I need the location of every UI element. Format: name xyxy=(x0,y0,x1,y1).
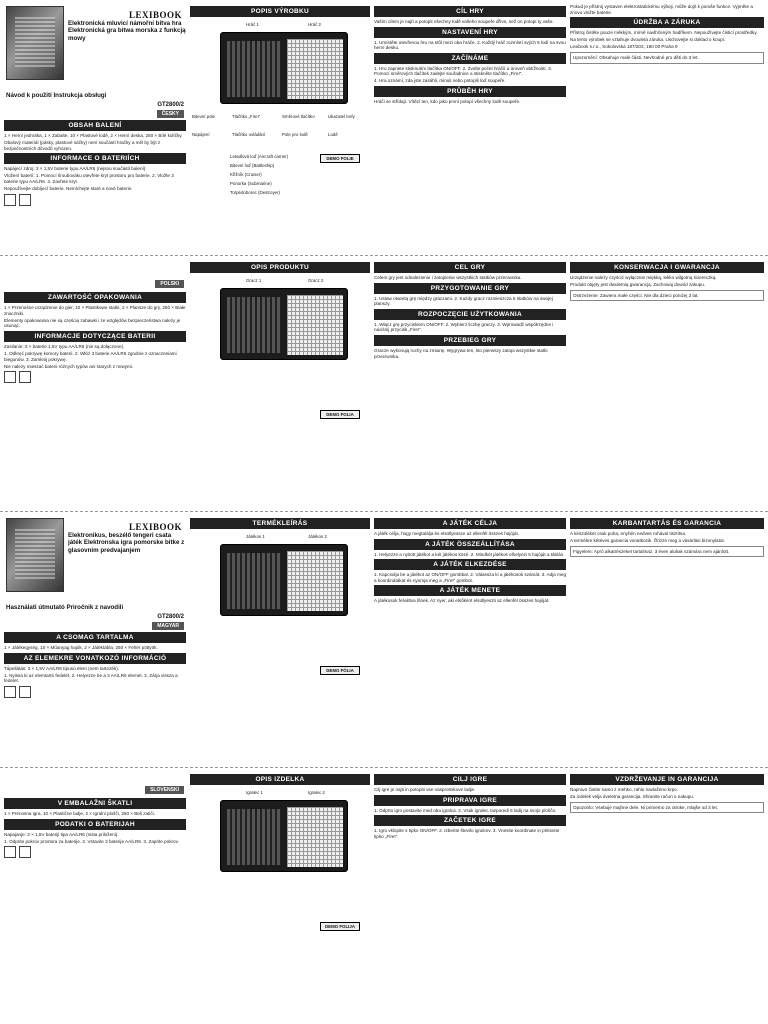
callout: Pole pro lodě xyxy=(282,132,308,137)
band-slovenian xyxy=(0,768,768,1024)
body-text: 1. Hru zapnete stisknutím tlačítka ON/OFF. 2. Zvolte počet hráčů a úroveň obtížnosti. 3. Pomocí směrových tlačítek zadejte souřadnice a stiskněte tlačítko „Fire!“. 4. Hra oznámí, zda jste zasáhli, minuli nebo potopili loď soupeře. xyxy=(374,65,552,84)
section-header: A JÁTÉK CÉLJA xyxy=(374,518,566,529)
col-a xyxy=(4,4,186,251)
section-header: AZ ELEMEKRE VONATKOZÓ INFORMÁCIÓ xyxy=(4,653,186,664)
demo-stamp: DEMO FOLIJA xyxy=(320,922,360,931)
battery-icon xyxy=(19,686,31,698)
section-header: VZDRŽEVANJE IN GARANCIJA xyxy=(570,774,764,785)
callout: Lodě xyxy=(328,132,338,137)
disposal-icons xyxy=(4,194,186,206)
player-label: Hráč 2 xyxy=(308,22,321,27)
body-text: 1. Odprto igro postavite med oba igralca. 2. Vsak igralec razporedi 5 ladij na svojo ploščo. xyxy=(374,807,557,813)
legend-item: Ponorka (Submarine) xyxy=(230,181,272,186)
body-text: Pokud je přístroj vystaven elektrostatickému výboji, může dojít k poruše funkce. Vyjměte a znovu vložte baterie. xyxy=(570,4,753,15)
language-flag: ČESKY xyxy=(157,110,184,118)
body-text: Napajanje: 3 × 1,5V bateriji tipa AA/LR6 (nista priloženi). 1. Odprite pokrov prostora za baterije. 2. Vstavite 3 baterije AA/LR6. 3. Zaprite pokrov. xyxy=(4,831,179,844)
legend-item: Bitevní loď (Battleship) xyxy=(230,163,275,168)
section-header: A JÁTÉK MENETE xyxy=(374,585,566,596)
col-c xyxy=(374,260,566,507)
device-diagram xyxy=(220,544,348,616)
manual-title: Návod k použití Instrukcja obsługi xyxy=(6,92,107,99)
callout: Ukazatel trefy xyxy=(328,114,355,119)
section-header: ZAWARTOŚĆ OPAKOWANIA xyxy=(4,292,186,303)
section-header: CEL GRY xyxy=(374,262,566,273)
language-flag: SLOVENSKI xyxy=(145,786,184,794)
section-header: PRZEBIEG GRY xyxy=(374,335,566,346)
battery-icon xyxy=(19,846,31,858)
band-polish xyxy=(0,256,768,512)
col-c xyxy=(374,516,566,763)
demo-stamp: DEMO FOLIA xyxy=(320,410,360,419)
player-label: Játékos 2 xyxy=(308,534,327,539)
callout: Napájení xyxy=(192,132,210,137)
disposal-icons xyxy=(4,371,186,383)
body-text: 1. Kapcsolja be a játékot az ON/OFF gombbal. 2. Válassza ki a játékosok számát. 3. Adja meg a koordinátákat és nyomja meg a „Fire!“ gombot. xyxy=(374,572,567,583)
body-text: A játékosok felváltva lőnek. Az nyer, aki elsőként elsüllyeszti az ellenfél összes hajóját. xyxy=(374,598,550,604)
bin-icon xyxy=(4,686,16,698)
disposal-icons xyxy=(4,846,186,858)
body-text: 1. Umístěte otevřenou hru na stůl mezi oba hráče. 2. Každý hráč rozmístí svých 5 lodí na svou herní desku. xyxy=(374,39,566,51)
body-text: Tápellátás: 3 × 1,5V AA/LR6 típusú elem (nem tartozék). 1. Nyissa ki az elemtartó fedelét. 2. Helyezze be a 3 AA/LR6 elemet. 3. Zárja vissza a fedelet. xyxy=(4,665,178,684)
callout: Směrové tlačítko xyxy=(282,114,315,119)
device-diagram xyxy=(220,800,348,872)
product-code: GT2800/2 xyxy=(157,614,184,620)
section-header: ZAČÍNÁME xyxy=(374,53,566,64)
band-hungarian xyxy=(0,512,768,768)
col-d xyxy=(570,772,764,1020)
band-czech xyxy=(0,0,768,256)
section-header: V EMBALAŽNI ŠKATLI xyxy=(4,798,186,809)
section-header: PRZYGOTOWANIE GRY xyxy=(374,283,566,294)
callout: Bitevní pole xyxy=(192,114,215,119)
body-text: Hráči se střídají. Vítězí ten, kdo jako první potopí všechny lodě soupeře. xyxy=(374,99,521,105)
body-text: 1. Igro vklopite s tipko ON/OFF. 2. Izberite število igralcev. 3. Vnesite koordinate in pritisnite tipko „Fire!“. xyxy=(374,828,560,839)
warning-box: Figyelem: Apró alkatrészeket tartalmaz. 3 éven aluliak számára nem ajánlott. xyxy=(570,546,764,558)
body-text: Napájecí zdroj: 3 × 1,5V baterie typu AA/LR6 (nejsou součástí balení). Vložení baterií: 1. Pomocí šroubováku otevřete kryt prostoru pro baterie. 2. Vložte 3 baterie typu AA/LR6. 3. Zavřete kryt. Nepoužívejte dobíjecí baterie. Nemíchejte staré a nové baterie. xyxy=(4,166,174,192)
device-diagram xyxy=(220,288,348,360)
section-header: A CSOMAG TARTALMA xyxy=(4,632,186,643)
col-b xyxy=(190,772,370,1020)
section-header: POPIS VÝROBKU xyxy=(190,6,370,17)
body-text: Napravo čistite samo z mehko, rahlo navlaženo krpo. Za izdelek velja dveletna garancija. Shranite račun o nakupu. xyxy=(570,787,695,800)
player-label: Igralec 1 xyxy=(246,790,263,795)
col-b xyxy=(190,260,370,507)
player-label: Hráč 1 xyxy=(246,22,259,27)
body-text: 1 × Prenosna igra, 10 × Plastične ladje, 2 × Igralni plošči, 250 × Beli zatiči. xyxy=(4,811,155,816)
section-header: ÚDRŽBA A ZÁRUKA xyxy=(570,17,764,28)
section-header: KARBANTARTÁS ÉS GARANCIA xyxy=(570,518,764,529)
col-a xyxy=(4,772,186,1020)
section-header: OBSAH BALENÍ xyxy=(4,120,186,131)
col-d xyxy=(570,516,764,763)
col-b xyxy=(190,4,370,251)
section-header: NASTAVENÍ HRY xyxy=(374,27,566,38)
callout: Tlačítko ovládání xyxy=(232,132,266,137)
bin-icon xyxy=(4,371,16,383)
col-a xyxy=(4,516,186,763)
product-title: Elektronická mluvicí námořní bitva hra Elektronická gra bitwa morska z funkcją mowy xyxy=(68,20,186,42)
body-text: A készüléket csak puha, enyhén nedves ruhával tisztítsa. A termékre kétéves garancia vonatkozik. Őrizze meg a vásárlási bizonylatot. xyxy=(570,531,725,544)
section-header: PRIPRAVA IGRE xyxy=(374,795,566,806)
section-header: KONSERWACJA I GWARANCJA xyxy=(570,262,764,273)
section-header: INFORMACJE DOTYCZĄCE BATERII xyxy=(4,331,186,342)
bin-icon xyxy=(4,846,16,858)
demo-stamp: DEMO FÓLIA xyxy=(320,666,360,675)
section-header: PRŮBĚH HRY xyxy=(374,86,566,97)
legend-item: Letadlová loď (Aircraft carrier) xyxy=(230,154,289,159)
body-text: 1. Włącz grę przyciskiem ON/OFF. 2. Wybierz liczbę graczy. 3. Wprowadź współrzędne i naciśnij przycisk „Fire!“. xyxy=(374,321,554,333)
section-header: CÍL HRY xyxy=(374,6,566,17)
product-code: GT2800/2 xyxy=(157,102,184,108)
body-text: Přístroj čistěte pouze měkkým, mírně navlhčeným hadříkem. Nepoužívejte čisticí prostředky. Na tento výrobek se vztahuje dvouletá záruka. Uschovejte si doklad o koupi. Lexibook s.r.o., Sokolovská 187/203, 190 00 Praha 9 xyxy=(570,30,758,50)
section-header: ZAČETEK IGRE xyxy=(374,815,566,826)
bin-icon xyxy=(4,194,16,206)
body-text: 1 × Játékegység, 10 × Műanyag hajók, 2 × Játéktábla, 250 × Fehér pöttyök. xyxy=(4,645,158,650)
warning-box: Ostrzeżenie: Zawiera małe części. Nie dla dzieci poniżej 3 lat. xyxy=(570,290,764,302)
col-d xyxy=(570,260,764,507)
demo-stamp: DEMO FOLIE xyxy=(320,154,360,163)
section-header: OPIS IZDELKA xyxy=(190,774,370,785)
col-c xyxy=(374,772,566,1020)
section-header: PODATKI O BATERIJAH xyxy=(4,819,186,830)
section-header: TERMÉKLEÍRÁS xyxy=(190,518,370,529)
product-image xyxy=(6,6,64,80)
callout: Tlačítko „Fire!“ xyxy=(232,114,261,119)
brand-logo: LEXIBOOK xyxy=(128,522,182,532)
col-d xyxy=(570,4,764,251)
warning-box: Opozorilo: Vsebuje majhne dele. Ni primerno za otroke, mlajše od 3 let. xyxy=(570,802,764,814)
col-c xyxy=(374,4,566,251)
body-text: 1. Helyezze a nyitott játékot a két játékos közé. 2. Mindkét játékos elhelyezi 5 hajóját a táblán. xyxy=(374,551,565,557)
section-header: INFORMACE O BATERIÍCH xyxy=(4,153,186,164)
body-text: 1 × Przenośne urządzenie do gier, 10 × Plastikowe statki, 2 × Plansze do gry, 250 × Białe znaczniki. Elementy opakowania nie są częścią zabawki i ze względów bezpieczeństwa należy je usunąć. xyxy=(4,305,186,329)
body-text: Gracze wykonują ruchy na zmianę. Wygrywa ten, kto pierwszy zatopi wszystkie statki przeciwnika. xyxy=(374,347,548,359)
player-label: Igralec 2 xyxy=(308,790,325,795)
body-text: Vaším cílem je najít a potopit všechny lodě vašeho soupeře dříve, než on potopí ty vaše. xyxy=(374,19,554,24)
disposal-icons xyxy=(4,686,186,698)
brand-logo: LEXIBOOK xyxy=(128,10,182,20)
col-b xyxy=(190,516,370,763)
battery-icon xyxy=(19,194,31,206)
manual-title: Használati útmutató Priročnik z navodili xyxy=(6,604,124,611)
language-flag: MAGYAR xyxy=(152,622,184,630)
body-text: Urządzenie należy czyścić wyłącznie miękką, lekko wilgotną ściereczką. Produkt objęty jest dwuletnią gwarancją. Zachowaj dowód zakupu. xyxy=(570,275,717,288)
section-header: A JÁTÉK ELKEZDÉSE xyxy=(374,559,566,570)
player-label: Gracz 2 xyxy=(308,278,324,283)
product-image xyxy=(6,518,64,592)
legend-item: Torpédoborec (Destroyer) xyxy=(230,190,281,195)
section-header: A JÁTÉK ÖSSZEÁLLÍTÁSA xyxy=(374,539,566,550)
player-label: Gracz 1 xyxy=(246,278,262,283)
product-title: Elektronikus, beszélő tengeri csata játék Elektronska igra pomorske bitke z glasovnim predvajanjem xyxy=(68,532,185,554)
player-label: Játékos 1 xyxy=(246,534,265,539)
body-text: 1. Ustaw otwartą grę między graczami. 2. Każdy gracz rozmieszcza 5 statków na swojej planszy. xyxy=(374,295,553,307)
warning-box: Upozornění: Obsahuje malé části. Nevhodné pro děti do 3 let. xyxy=(570,52,764,64)
col-a xyxy=(4,260,186,507)
section-header: OPIS PRODUKTU xyxy=(190,262,370,273)
section-header: ROZPOCZĘCIE UŻYTKOWANIA xyxy=(374,309,566,320)
body-text: Zasilanie: 3 × baterie 1,5V typu AA/LR6 (nie są dołączone). 1. Odkręć pokrywę komory baterii. 2. Włóż 3 baterie AA/LR6 zgodnie z oznaczeniami biegunów. 3. Zamknij pokrywę. Nie należy mieszać baterii różnych typów ani starych z nowymi. xyxy=(4,343,177,369)
legend-item: Křižník (Cruiser) xyxy=(230,172,262,177)
body-text: A játék célja, hogy megtalálja és elsüllyessze az ellenfél összes hajóját. xyxy=(374,531,520,536)
section-header: CILJ IGRE xyxy=(374,774,566,785)
body-text: 1 × Herní jednotka, 1 × Zabalte, 10 × Plastové lodě, 2 × Herní deska, 250 × Bílé kolíčky. Obalový materiál (pásky, plastové sáčky) není součástí hračky a měl by být z bezpečnostních důvodů vyhozen. xyxy=(4,133,183,151)
language-flag: POLSKI xyxy=(155,280,184,288)
battery-icon xyxy=(19,371,31,383)
body-text: Celem gry jest odnalezienie i zatopienie wszystkich statków przeciwnika. xyxy=(374,275,522,280)
body-text: Cilj igre je najti in potopiti vse nasprotnikove ladje. xyxy=(374,787,476,792)
device-diagram xyxy=(220,32,348,104)
